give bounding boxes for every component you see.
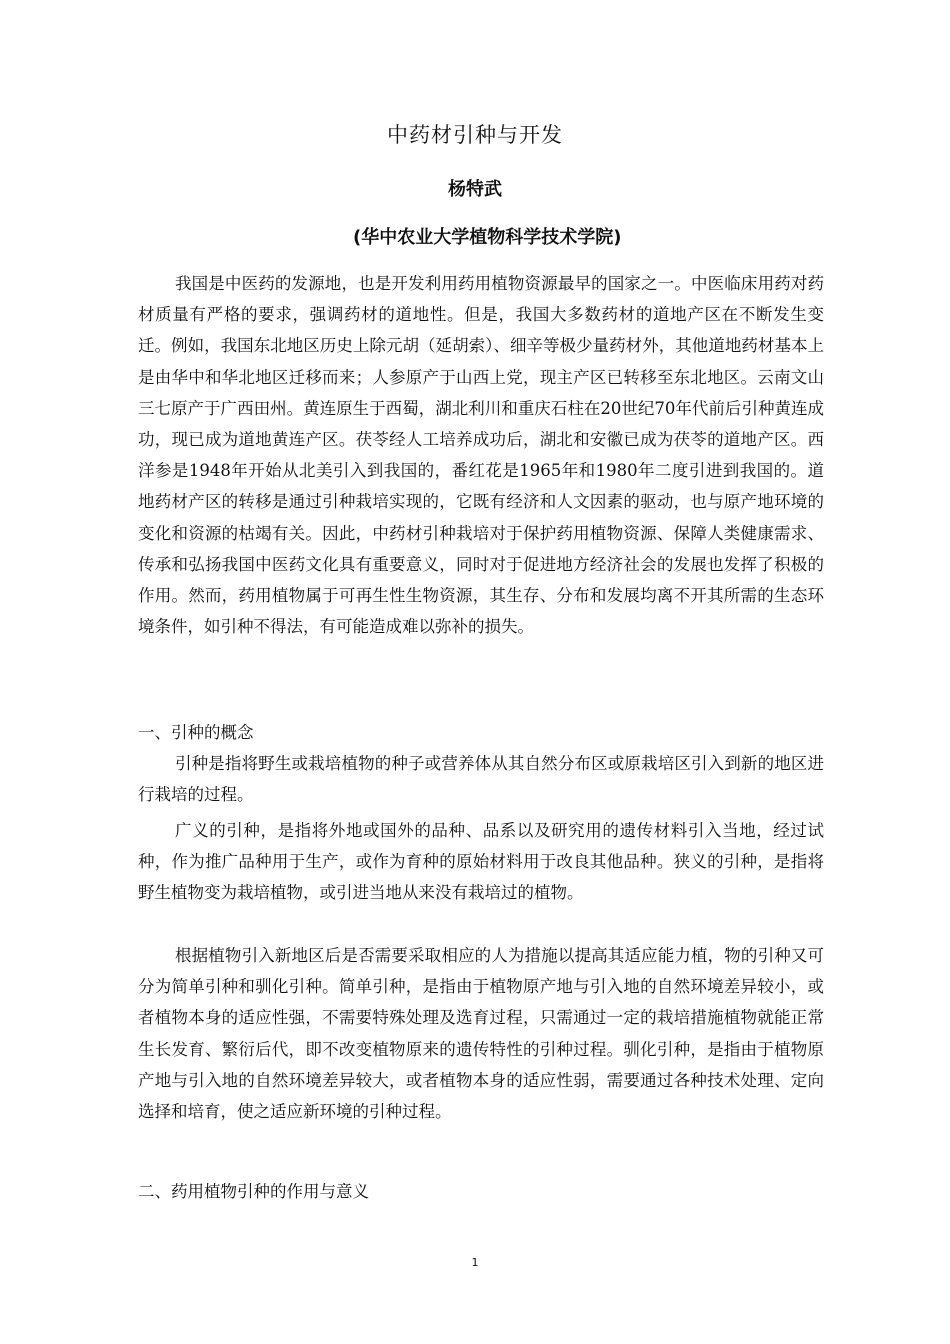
author-name: 杨特武 (448, 179, 502, 200)
section-1-heading: 一、引种的概念 (138, 723, 254, 742)
section-1-paragraph-2: 广义的引种，是指将外地或国外的品种、品系以及研究用的遗传材料引入当地，经过试种，作为推广品种用于生产，或作为育种的原始材料用于改良其他品种。狭义的引种，是指将野生植物变为栽培植物，或引进当地从来没有栽培过的植物。 (138, 821, 824, 903)
section-1-paragraph-3: 根据植物引入新地区后是否需要采取相应的人为措施以提高其适应能力植，物的引种又可分为简单引种和驯化引种。简单引种，是指由于植物原产地与引入地的自然环境差异较小，或者植物本身的适应性强，不需要特殊处理及选育过程，只需通过一定的栽培措施植物就能正常生长发育、繁衍后代，即不改变植物原来的遗传特性的引种过程。驯化引种，是指由于植物原产地与引入地的自然环境差异较大，或者植物本身的适应性弱，需要通过各种技术处理、定向选择和培育，使之适应新环境的引种过程。 (138, 946, 824, 1122)
section-1-paragraph-1: 引种是指将野生或栽培植物的种子或营养体从其自然分布区或原栽培区引入到新的地区进行栽培的过程。 (138, 754, 824, 805)
intro-paragraph: 我国是中医药的发源地，也是开发利用药用植物资源最早的国家之一。中医临床用药对药材质量有严格的要求，强调药材的道地性。但是，我国大多数药材的道地产区在不断发生变迁。例如，我国东北地区历史上除元胡（延胡索）、细辛等极少量药材外，其他道地药材基本上是由华中和华北地区迁移而来；人参原产于山西上党，现主产区已转移至东北地区。云南文山三七原产于广西田州。黄连原生于西蜀，湖北利川和重庆石柱在20世纪70年代前后引种黄连成功，现已成为道地黄连产区。茯苓经人工培养成功后，湖北和安徽已成为茯苓的道地产区。西洋参是1948年开始从北美引入到我国的，番红花是1965年和1980年二度引进到我国的。道地药材产区的转移是通过引种栽培实现的，它既有经济和人文因素的驱动，也与原产地环境的变化和资源的枯竭有关。因此，中药材引种栽培对于保护药用植物资源、保障人类健康需求、传承和弘扬我国中医药文化具有重要意义，同时对于促进地方经济社会的发展也发挥了积极的作用。然而，药用植物属于可再生性生物资源，其生存、分布和发展均离不开其所需的生态环境条件，如引种不得法，有可能造成难以弥补的损失。 (138, 274, 824, 637)
section-2-heading: 二、药用植物引种的作用与意义 (138, 1182, 369, 1201)
author-affiliation: (华中农业大学植物科学技术学院) (353, 227, 622, 248)
document-title: 中药材引种与开发 (387, 123, 563, 147)
page-number: 1 (471, 1256, 479, 1269)
